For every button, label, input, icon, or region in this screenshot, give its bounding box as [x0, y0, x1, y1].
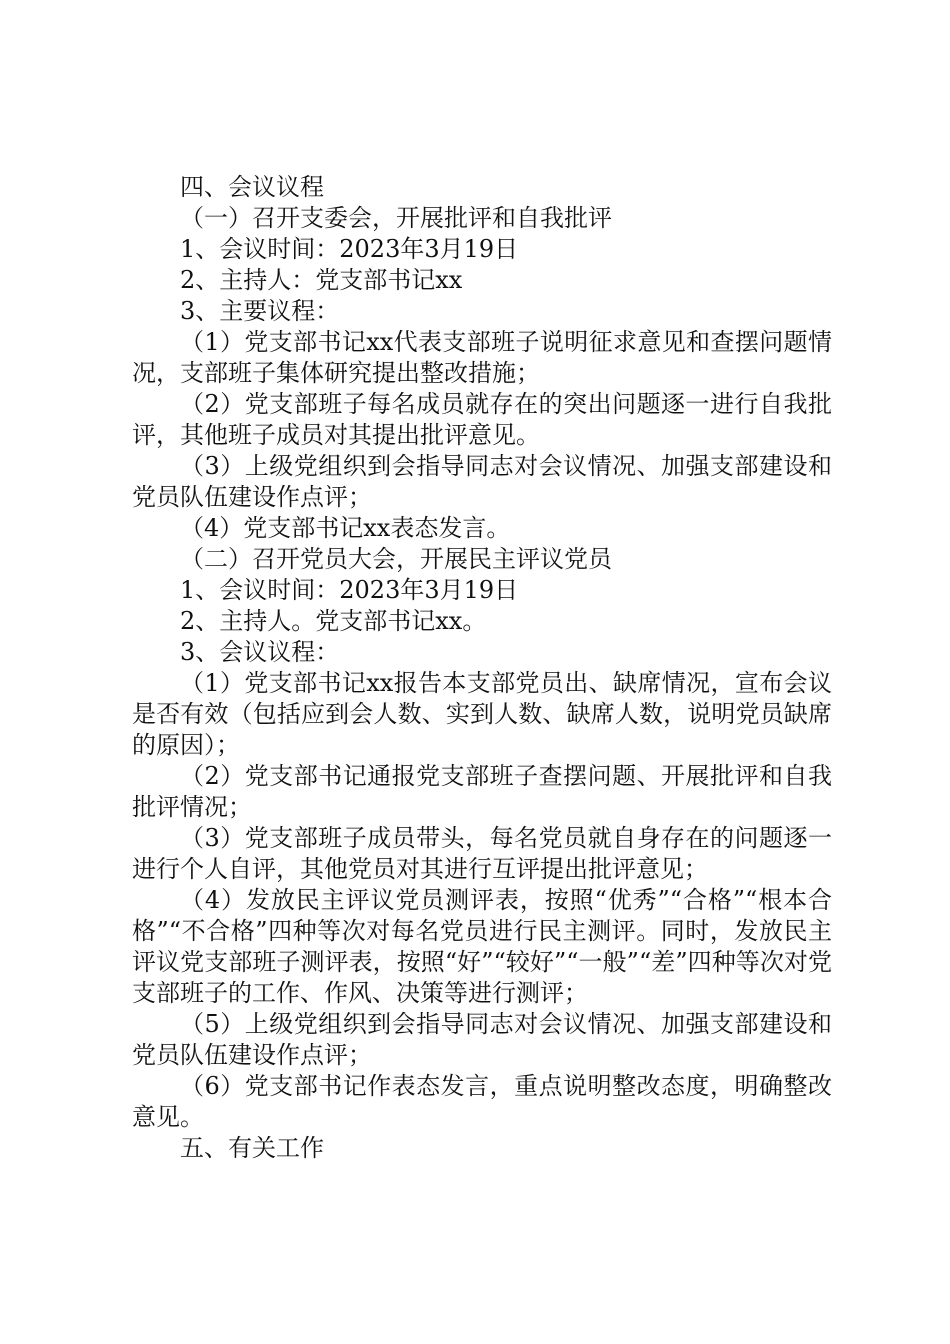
paragraph: （4）发放民主评议党员测评表，按照“优秀”“合格”“根本合格”“不合格”四种等次对每名党员进行民主测评。同时，发放民主评议党支部班子测评表，按照“好”“较好”“一般”“差”四种等次对党支部班子的工作、作风、决策等进行测评；: [132, 886, 832, 1007]
paragraph: （5）上级党组织到会指导同志对会议情况、加强支部建设和党员队伍建设作点评；: [132, 1010, 832, 1069]
section-heading-agenda: 四、会议议程: [180, 173, 324, 201]
paragraph: 2、主持人。党支部书记xx。: [180, 607, 487, 635]
paragraph: （2）党支部书记通报党支部班子查摆问题、开展批评和自我批评情况；: [132, 762, 832, 821]
paragraph: 2、主持人：党支部书记xx: [180, 266, 463, 294]
paragraph: （2）党支部班子每名成员就存在的突出问题逐一进行自我批评，其他班子成员对其提出批评意见。: [132, 390, 832, 449]
paragraph: （3）党支部班子成员带头，每名党员就自身存在的问题逐一进行个人自评，其他党员对其进行互评提出批评意见；: [132, 824, 832, 883]
paragraph: （1）党支部书记xx代表支部班子说明征求意见和查摆问题情况，支部班子集体研究提出整改措施；: [132, 328, 832, 387]
paragraph: （3）上级党组织到会指导同志对会议情况、加强支部建设和党员队伍建设作点评；: [132, 452, 832, 511]
paragraph: （4）党支部书记xx表态发言。: [180, 514, 511, 542]
document-body: [132, 172, 832, 1164]
section-heading-related-work: 五、有关工作: [180, 1134, 324, 1162]
paragraph: （1）党支部书记xx报告本支部党员出、缺席情况，宣布会议是否有效（包括应到会人数、实到人数、缺席人数，说明党员缺席的原因）；: [132, 669, 832, 759]
paragraph: 1、会议时间：2023年3月19日: [180, 576, 519, 604]
paragraph: 1、会议时间：2023年3月19日: [180, 235, 519, 263]
subsection-heading-committee-meeting: （一）召开支委会，开展批评和自我批评: [180, 204, 612, 232]
subsection-heading-party-members-meeting: （二）召开党员大会，开展民主评议党员: [180, 545, 612, 573]
paragraph: 3、主要议程：: [180, 297, 340, 325]
paragraph: （6）党支部书记作表态发言，重点说明整改态度，明确整改意见。: [132, 1072, 832, 1131]
paragraph: 3、会议议程：: [180, 638, 340, 666]
